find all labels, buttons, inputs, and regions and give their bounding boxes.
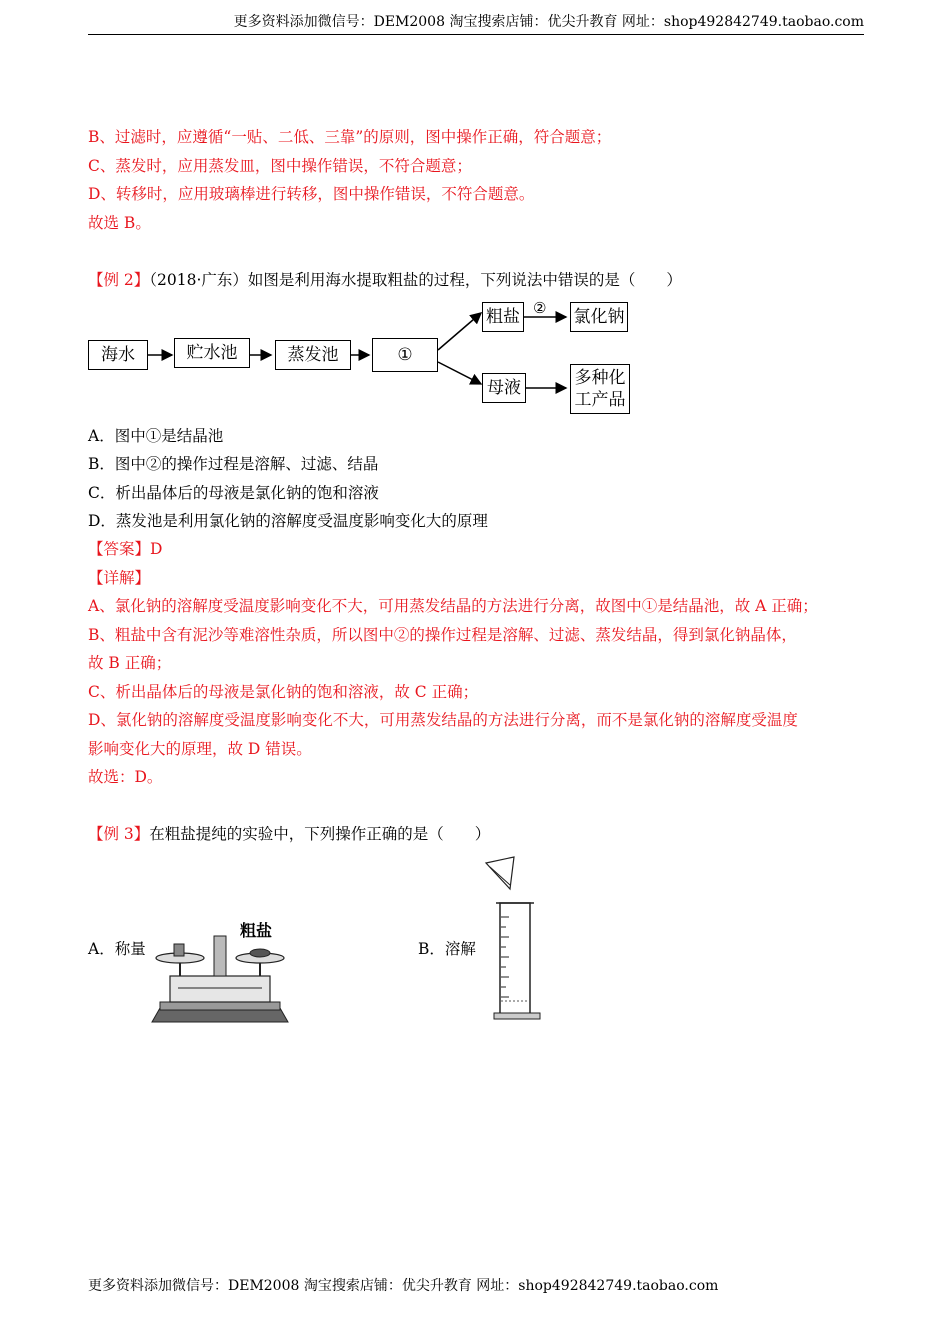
example3-stem: 在粗盐提纯的实验中，下列操作正确的是（ ） [149, 825, 491, 843]
detail-conclusion: 故选：D。 [88, 768, 163, 786]
example2-option-a: A．图中①是结晶池 [88, 427, 224, 445]
balance-drawing [150, 918, 290, 1026]
example3-tag: 【例 3】 [88, 825, 150, 843]
detail-tag: 【详解】 [88, 569, 151, 587]
answer-tag: 【答案】 [88, 540, 151, 558]
products-line2: 工产品 [574, 390, 626, 410]
example2-stem: （2018·广东）如图是利用海水提取粗盐的过程，下列说法中错误的是（ ） [149, 271, 682, 289]
header-text: 更多资料添加微信号：DEM2008 淘宝搜索店铺：优尖升教育 网址：shop492842749.taobao.com [233, 14, 864, 30]
box-seawater: 海水 [88, 340, 148, 370]
crude-salt-label: 粗盐 [240, 921, 273, 940]
page-header [88, 12, 864, 35]
prev-answer-conclusion: 故选 B。 [88, 214, 151, 232]
products-line1: 多种化 [574, 368, 626, 388]
box-chemical-products [570, 364, 630, 414]
example3-option-a: A．称量 [88, 940, 146, 958]
detail-line-c: C、析出晶体后的母液是氯化钠的饱和溶液，故 C 正确； [88, 683, 479, 701]
detail-line-a: A、氯化钠的溶解度受温度影响变化不大，可用蒸发结晶的方法进行分离，故图中①是结晶池，故 A 正确； [88, 597, 818, 615]
box-crude-salt: 粗盐 [482, 302, 524, 332]
box-evaporation-pond: 蒸发池 [275, 340, 351, 370]
box-mother-liquor: 母液 [482, 373, 526, 403]
prev-answer-line-c: C、蒸发时，应用蒸发皿，图中操作错误，不符合题意； [88, 157, 472, 175]
label-step2: ② [533, 299, 547, 317]
example2-option-c: C．析出晶体后的母液是氯化钠的饱和溶液 [88, 484, 379, 502]
page-footer [88, 1276, 718, 1296]
example2-tag: 【例 2】 [88, 271, 150, 289]
arrow-step1-to-crude-salt [438, 313, 481, 350]
example2-answer [88, 538, 162, 560]
detail-line-b-cont: 故 B 正确； [88, 654, 172, 672]
detail-line-b: B、粗盐中含有泥沙等难溶性杂质，所以图中②的操作过程是溶解、过滤、蒸发结晶，得到氯化钠晶体， [88, 626, 797, 644]
footer-text: 更多资料添加微信号：DEM2008 淘宝搜索店铺：优尖升教育 网址：shop492842749.taobao.com [88, 1278, 719, 1294]
seawater-flow-diagram [88, 300, 648, 420]
box-reservoir: 贮水池 [174, 338, 250, 368]
example2-option-b: B．图中②的操作过程是溶解、过滤、结晶 [88, 455, 379, 473]
example2-option-d: D．蒸发池是利用氯化钠的溶解度受温度影响变化大的原理 [88, 512, 488, 530]
prev-answer-line-b: B、过滤时，应遵循“一贴、二低、三靠”的原则，图中操作正确，符合题意； [88, 128, 612, 146]
example2-detail-heading [88, 567, 150, 589]
detail-line-d: D、氯化钠的溶解度受温度影响变化不大，可用蒸发结晶的方法进行分离，而不是氯化钠的溶解度受温度 [88, 711, 798, 729]
example2-question [88, 269, 682, 291]
example3-option-b: B．溶解 [418, 940, 476, 958]
prev-answer-line-d: D、转移时，应用玻璃棒进行转移，图中操作错误，不符合题意。 [88, 185, 535, 203]
cylinder-drawing [480, 855, 550, 1025]
balance-scale-illustration [150, 918, 290, 1026]
detail-line-d-cont: 影响变化大的原理，故 D 错误。 [88, 740, 312, 758]
example3-question [88, 823, 490, 845]
answer-value: D [150, 540, 163, 558]
box-sodium-chloride: 氯化钠 [570, 302, 628, 332]
graduated-cylinder-illustration [480, 855, 550, 1025]
flow-arrows [88, 300, 648, 420]
box-step1: ① [372, 338, 438, 372]
arrow-step1-to-mother-liquor [438, 362, 481, 384]
